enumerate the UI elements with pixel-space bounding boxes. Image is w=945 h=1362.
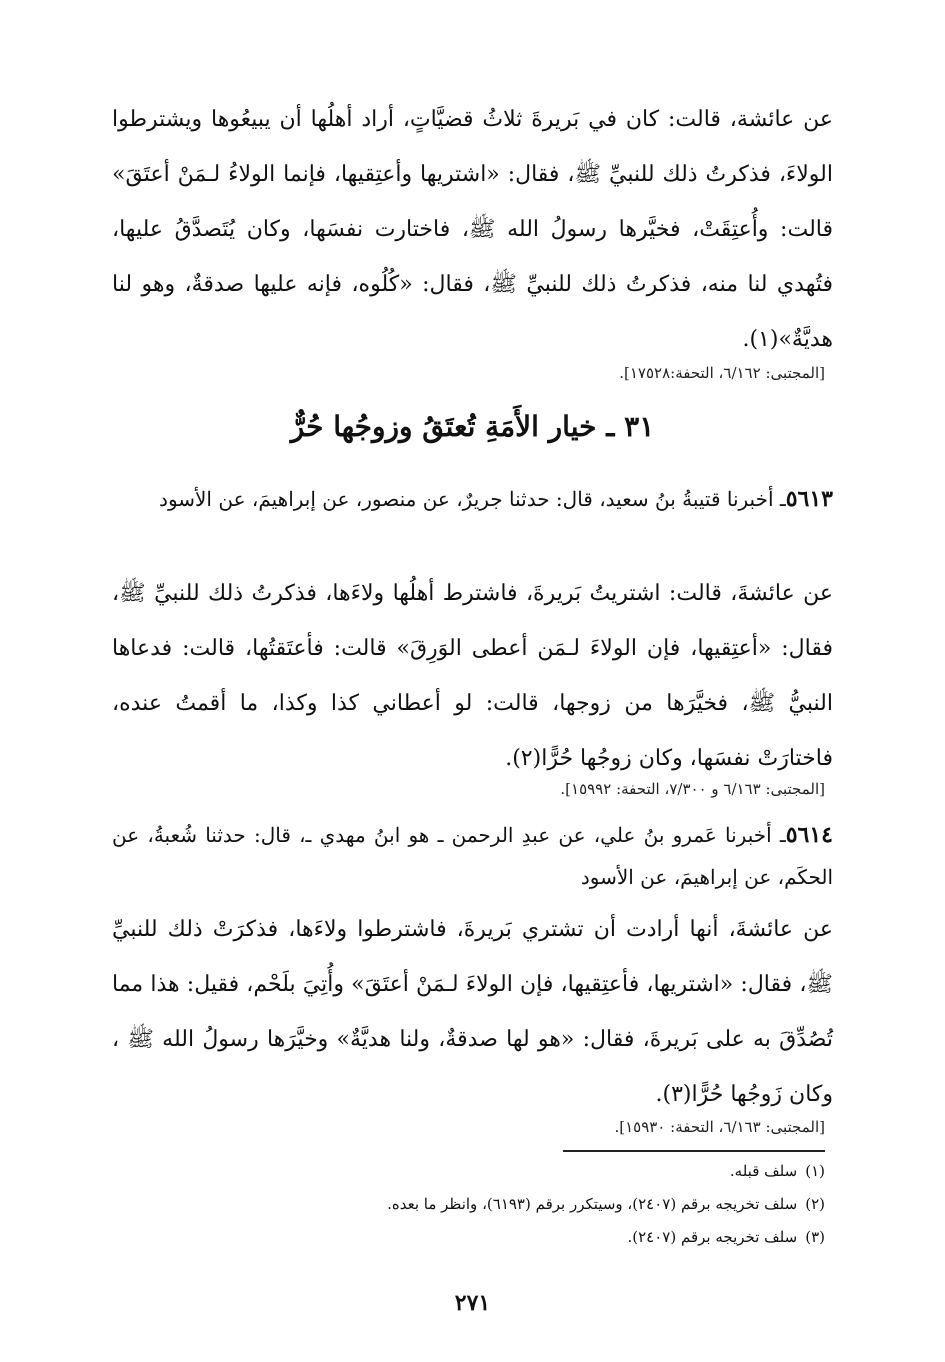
chapter-heading: ٣١ ـ خيار الأَمَةِ تُعتَقُ وزوجُها حُرٌّ	[290, 410, 655, 443]
hadith-5614-text: عن عائشةَ، أنها أرادت أن تشتري بَريرةَ، فاشترطوا ولاءَها، فذكرَتْ ذلك للنبيِّ ﷺ، فقال: «اشتريها، فأعتِقيها، فإن الولاءَ لـمَنْ أعتَقَ» وأُتِيَ بلَحْم، فقيل: هذا مما تُصُدِّقَ به على بَريرةَ، فقال: «هو لها صدقةٌ، ولنا هديَّةٌ» وخيَّرَها رسولُ الله ﷺ ، وكان زَوجُها حُرًّا(٣).	[112, 917, 833, 1107]
reference-block-1: [المجتبى: ٦/١٦٢، التحفة:١٧٥٢٨].	[619, 364, 825, 382]
reference-5613: [المجتبى: ٦/١٦٣ و ٧/٣٠٠، التحفة: ١٥٩٩٢].	[560, 780, 825, 798]
footnote-divider	[563, 1150, 825, 1152]
hadith-number: ٥٦١٤	[785, 822, 833, 848]
footnote-text: سلف قبله.	[729, 1162, 798, 1180]
reference-5614: [المجتبى: ٦/١٦٣، التحفة: ١٥٩٣٠].	[614, 1118, 825, 1136]
footnote-mark: (٢)	[805, 1195, 825, 1213]
footnote-3	[628, 1228, 826, 1246]
hadith-5614-isnad	[112, 814, 833, 898]
hadith-number: ٥٦١٣	[785, 486, 833, 512]
hadith-5613-isnad	[112, 478, 833, 520]
footnote-2	[387, 1195, 825, 1213]
isnad-text: ـ أخبرنا قتيبةُ بنُ سعيد، قال: حدثنا جريرٌ، عن منصور، عن إبراهيمَ، عن الأسود	[159, 487, 786, 511]
page-number: ٢٧١	[454, 1290, 491, 1316]
isnad-text: ـ أخبرنا عَمرو بنُ علي، عن عبدِ الرحمن ـ هو ابنُ مهدي ـ، قال: حدثنا شُعبةُ، عن الحكَم، عن إبراهيمَ، عن الأسود	[112, 823, 833, 889]
footnote-text: سلف تخريجه برقم (٢٤٠٧).	[627, 1228, 798, 1246]
hadith-text-block-1: عن عائشة، قالت: كان في بَريرةَ ثلاثُ قضيَّاتٍ، أراد أهلُها أن يبيعُوها ويشترطوا الولاءَ، فذكرتُ ذلك للنبيِّ ﷺ، فقال: «اشتريها وأعتِقيها، فإنما الولاءُ لـمَنْ أعتَقَ» قالت: وأُعتِقَتْ، فخيَّرها رسولُ الله ﷺ، فاختارت نفسَها، وكان يُتَصدَّقُ عليها، فتُهدي لنا منه، فذكرتُ ذلك للنبيِّ ﷺ، فقال: «كُلُوه، فإنه عليها صدقةٌ، وهو لنا هديَّةٌ»(١).	[112, 107, 833, 352]
footnote-mark: (١)	[805, 1162, 825, 1180]
footnote-mark: (٣)	[805, 1228, 825, 1246]
hadith-5613-text: عن عائشةَ، قالت: اشتريتُ بَريرةَ، فاشترط أهلُها ولاءَها، فذكرتُ ذلك للنبيِّ ﷺ، فقال: «أعتِقيها، فإن الولاءَ لـمَن أعطى الوَرِقَ» قالت: فأعتَقتُها، قالت: فدعاها النبيُّ ﷺ، فخيَّرَها من زوجها، قالت: لو أعطاني كذا وكذا، ما أقمتُ عنده، فاختارَتْ نفسَها، وكان زوجُها حُرًّا(٢).	[112, 581, 833, 771]
footnote-1	[730, 1162, 825, 1180]
footnote-text: سلف تخريجه برقم (٢٤٠٧)، وسيتكرر برقم (٦١٩٣)، وانظر ما بعده.	[387, 1195, 798, 1213]
